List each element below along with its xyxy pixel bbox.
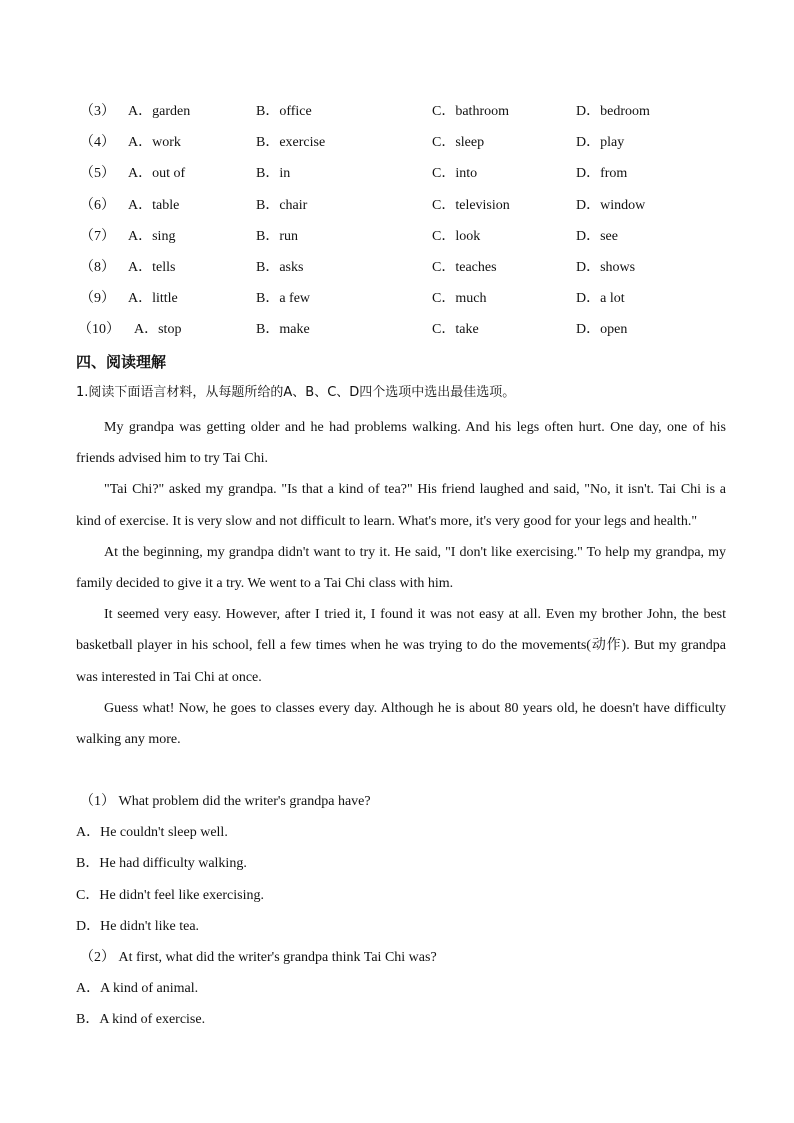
question-list xyxy=(76,786,726,1036)
answer-option: A．A kind of animal. xyxy=(76,981,199,997)
option-row xyxy=(76,256,736,287)
question-stem: （1） What problem did the writer's grandpa have? xyxy=(80,794,371,809)
passage-paragraph: Guess what! Now, he goes to classes every day. Although he is about 80 years old, he doesn't have difficulty walking any more. xyxy=(76,700,726,748)
option-a: A．tells xyxy=(128,259,176,275)
option-row xyxy=(76,162,736,193)
question-number: （6） xyxy=(80,197,115,213)
option-a: A．out of xyxy=(128,166,186,182)
option-row xyxy=(76,100,736,131)
answer-option: C．He didn't feel like exercising. xyxy=(76,887,264,903)
option-row xyxy=(76,318,736,349)
question-number: （5） xyxy=(80,166,115,182)
option-b: B．a few xyxy=(256,291,311,307)
option-row xyxy=(76,225,736,256)
question-number: （8） xyxy=(80,259,115,275)
option-d: D．a lot xyxy=(576,291,625,307)
passage-paragraph: "Tai Chi?" asked my grandpa. "Is that a kind of tea?" His friend laughed and said, "No, it isn't. Tai Chi is a kind of exercise. It is very slow and not difficult to learn. What's more, it's very good for your legs and health." xyxy=(76,482,726,529)
option-a: A．sing xyxy=(128,228,176,244)
answer-option: A．He couldn't sleep well. xyxy=(76,825,228,841)
option-c: C．television xyxy=(432,197,510,213)
cloze-options-table xyxy=(76,100,736,350)
option-c: C．teaches xyxy=(432,259,497,275)
answer-option: D．He didn't like tea. xyxy=(76,918,200,934)
answer-option: B．He had difficulty walking. xyxy=(76,856,247,872)
reading-passage xyxy=(76,412,726,755)
option-b: B．make xyxy=(256,322,310,338)
option-c: C．take xyxy=(432,322,479,338)
question-number: （4） xyxy=(80,135,115,151)
option-d: D．bedroom xyxy=(576,104,650,119)
option-row xyxy=(76,287,736,318)
option-a: A．stop xyxy=(134,322,182,338)
question-number: （7） xyxy=(80,228,115,244)
section-heading: 四、阅读理解 xyxy=(76,353,167,371)
option-d: D．shows xyxy=(576,259,636,275)
section-instruction: 1.阅读下面语言材料，从每题所给的A、B、C、D四个选项中选出最佳选项。 xyxy=(76,385,516,400)
option-d: D．play xyxy=(576,135,625,151)
option-c: C．much xyxy=(432,291,487,307)
option-b: B．exercise xyxy=(256,135,326,151)
question-number: （9） xyxy=(80,291,115,307)
option-b: B．office xyxy=(256,104,312,119)
question-stem: （2） At first, what did the writer's grandpa think Tai Chi was? xyxy=(80,949,437,965)
option-c: C．sleep xyxy=(432,135,485,151)
option-b: B．asks xyxy=(256,259,304,275)
option-a: A．garden xyxy=(128,104,191,119)
option-d: D．from xyxy=(576,166,628,182)
answer-option: B．A kind of exercise. xyxy=(76,1012,206,1028)
option-d: D．open xyxy=(576,322,628,338)
option-row xyxy=(76,131,736,162)
option-c: C．into xyxy=(432,166,478,182)
question-number: （10） xyxy=(78,322,120,338)
option-d: D．see xyxy=(576,228,618,244)
option-a: A．table xyxy=(128,197,180,213)
option-a: A．little xyxy=(128,291,178,307)
option-b: B．run xyxy=(256,228,298,244)
passage-paragraph: My grandpa was getting older and he had problems walking. And his legs often hurt. One day, one of his friends advised him to try Tai Chi. xyxy=(76,420,726,467)
option-c: C．bathroom xyxy=(432,104,509,119)
question-number: （3） xyxy=(80,104,115,119)
option-c: C．look xyxy=(432,228,481,244)
option-b: B．in xyxy=(256,166,291,182)
option-b: B．chair xyxy=(256,197,308,213)
option-row xyxy=(76,194,736,225)
passage-paragraph: At the beginning, my grandpa didn't want to try it. He said, "I don't like exercising." To help my grandpa, my family decided to give it a try. We went to a Tai Chi class with him. xyxy=(76,544,726,592)
option-d: D．window xyxy=(576,197,646,213)
option-a: A．work xyxy=(128,135,181,151)
passage-paragraph: It seemed very easy. However, after I tried it, I found it was not easy at all. Even my brother John, the best basketball player in his school, fell a few times when he was trying to do the movements(动作). But my grandpa was interested in Tai Chi at once. xyxy=(76,607,726,685)
